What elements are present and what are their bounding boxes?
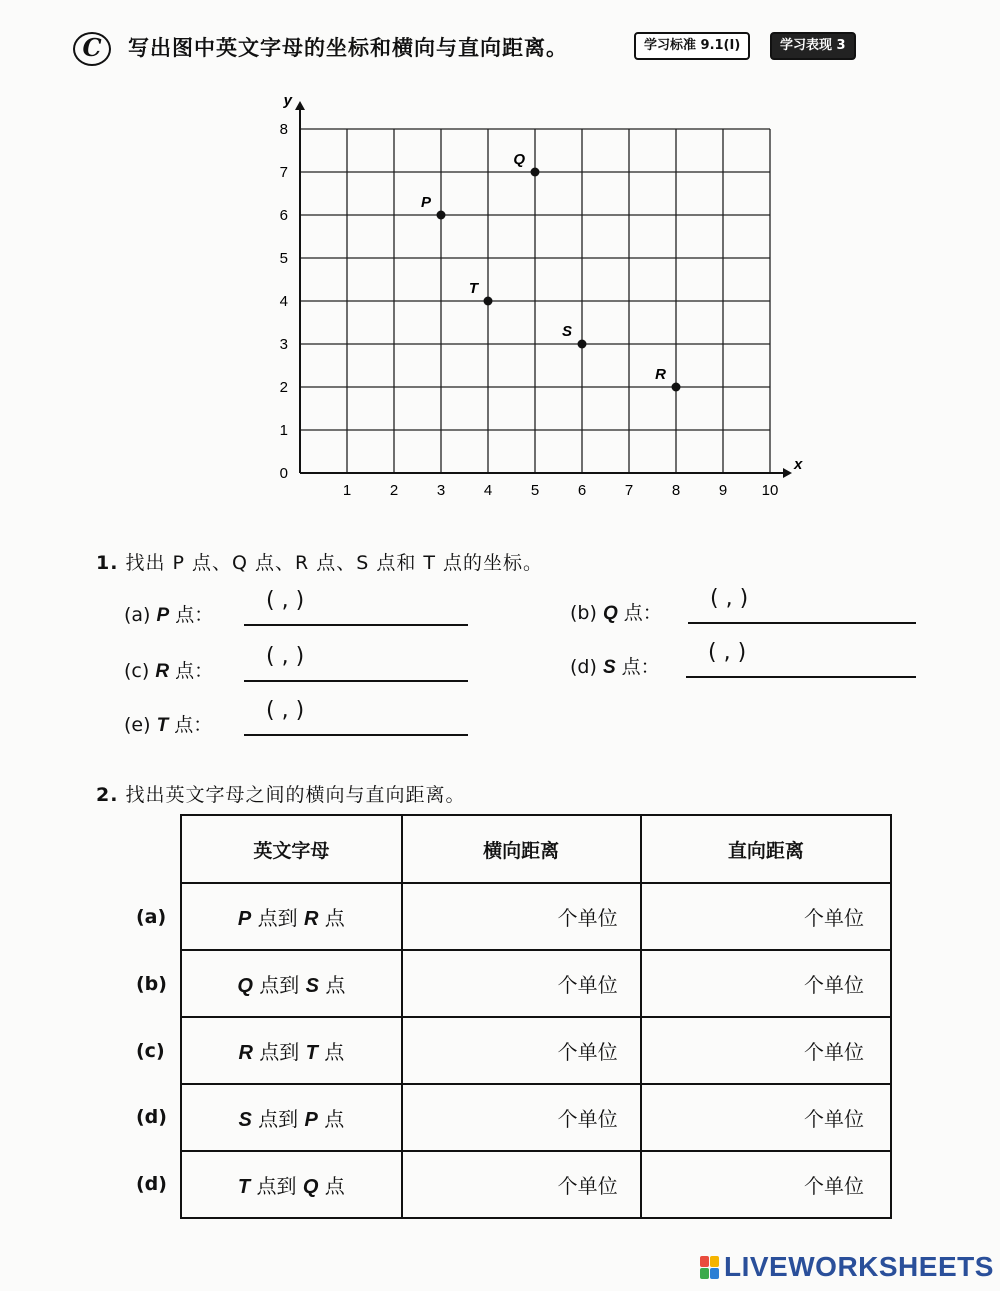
data-point-p	[437, 211, 446, 220]
header-horizontal-distance: 横向距离	[402, 815, 641, 883]
unit-label: 个单位	[804, 1040, 864, 1064]
unit-label: 个单位	[804, 906, 864, 930]
y-tick-label: 7	[279, 164, 288, 181]
point-label-t: T	[468, 280, 478, 297]
x-axis-label: x	[794, 456, 803, 473]
logo-text: LIVEWORKSHEETS	[724, 1251, 994, 1282]
row-end-text: 点	[324, 1174, 345, 1198]
x-tick-label: 7	[624, 482, 634, 499]
unit-label: 个单位	[557, 906, 618, 930]
answer-blank-line[interactable]	[686, 676, 916, 678]
answer-suffix: 点：	[621, 656, 660, 678]
row-letters	[181, 883, 402, 950]
answer-label	[124, 656, 213, 683]
answer-label	[124, 710, 212, 737]
answer-letter: P	[156, 605, 170, 626]
y-tick-label: 8	[279, 121, 288, 138]
question-1-text: 找出 P 点、Q 点、R 点、S 点和 T 点的坐标。	[125, 552, 544, 574]
answer-letter: S	[602, 657, 616, 678]
answer-parentheses: ( , )	[266, 698, 305, 723]
table-row	[181, 1151, 891, 1218]
unit-label: 个单位	[804, 973, 864, 997]
vertical-distance-cell[interactable]	[641, 1151, 891, 1218]
question-2-title	[96, 780, 466, 807]
y-tick-label: 0	[279, 465, 288, 482]
header-vertical-distance: 直向距离	[641, 815, 891, 883]
row-letters	[181, 1084, 402, 1151]
row-to-letter: P	[304, 1109, 318, 1131]
answer-tag: (a)	[124, 604, 151, 626]
y-tick-label: 4	[279, 293, 288, 310]
x-axis-arrow-icon	[783, 468, 792, 478]
row-to-letter: Q	[302, 1176, 319, 1198]
row-tag: (a)	[136, 906, 167, 928]
question-1-number: 1.	[96, 552, 119, 574]
answer-blank-line[interactable]	[244, 624, 468, 626]
x-tick-label: 4	[483, 482, 493, 499]
row-to-letter: R	[303, 908, 319, 930]
section-title: 写出图中英文字母的坐标和横向与直向距离。	[128, 36, 568, 60]
unit-label: 个单位	[557, 1107, 618, 1131]
header-letters: 英文字母	[181, 815, 402, 883]
answer-label	[124, 600, 213, 627]
question-2-number: 2.	[96, 784, 119, 806]
table-row	[181, 883, 891, 950]
coordinate-grid-chart	[270, 85, 810, 505]
answer-parentheses: ( , )	[710, 586, 749, 611]
horizontal-distance-cell[interactable]	[402, 1017, 641, 1084]
row-tag: (d)	[136, 1106, 167, 1128]
data-point-s	[578, 340, 587, 349]
row-end-text: 点	[325, 973, 346, 997]
x-tick-label: 2	[389, 482, 399, 499]
point-label-p: P	[420, 194, 431, 211]
row-from-letter: Q	[237, 975, 253, 997]
row-letters	[181, 1017, 402, 1084]
data-point-t	[484, 297, 493, 306]
row-tag: (c)	[136, 1040, 165, 1062]
vertical-distance-cell[interactable]	[641, 950, 891, 1017]
unit-label: 个单位	[804, 1107, 864, 1131]
vertical-distance-cell[interactable]	[641, 1017, 891, 1084]
answer-blank-line[interactable]	[688, 622, 916, 624]
row-mid-text: 点到	[256, 1174, 297, 1198]
row-from-letter: T	[237, 1176, 251, 1198]
y-tick-label: 5	[279, 250, 288, 267]
answer-suffix: 点：	[175, 660, 214, 682]
unit-label: 个单位	[557, 1040, 618, 1064]
answer-blank-line[interactable]	[244, 680, 468, 682]
answer-tag: (b)	[570, 602, 597, 624]
row-to-letter: T	[305, 1042, 318, 1064]
row-end-text: 点	[324, 1040, 345, 1064]
table-row	[181, 1084, 891, 1151]
row-from-letter: P	[237, 908, 252, 930]
row-letters	[181, 1151, 402, 1218]
row-mid-text: 点到	[259, 1040, 300, 1064]
answer-label	[570, 598, 662, 625]
answer-suffix: 点：	[175, 604, 214, 626]
unit-label: 个单位	[557, 1174, 618, 1198]
performance-level-tag: 学习表现 3	[770, 32, 856, 60]
y-axis-arrow-icon	[295, 101, 305, 110]
answer-letter: T	[156, 715, 169, 736]
y-tick-label: 2	[279, 379, 288, 396]
x-tick-label: 9	[718, 482, 728, 499]
y-tick-label: 1	[279, 422, 288, 439]
horizontal-distance-cell[interactable]	[402, 950, 641, 1017]
y-axis-label: y	[283, 92, 292, 109]
table-header-row	[181, 815, 891, 883]
data-point-q	[531, 168, 540, 177]
section-badge: C	[72, 30, 112, 64]
answer-suffix: 点：	[623, 602, 662, 624]
distance-table	[180, 814, 892, 1219]
learning-standard-tag: 学习标准 9.1(I)	[634, 32, 750, 60]
answer-parentheses: ( , )	[266, 588, 305, 613]
answer-parentheses: ( , )	[708, 640, 747, 665]
row-mid-text: 点到	[259, 973, 300, 997]
answer-suffix: 点：	[174, 714, 213, 736]
x-tick-label: 5	[530, 482, 540, 499]
row-end-text: 点	[324, 906, 345, 930]
unit-label: 个单位	[804, 1174, 864, 1198]
question-2-text: 找出英文字母之间的横向与直向距离。	[125, 784, 466, 806]
answer-label	[570, 652, 660, 679]
row-tag: (b)	[136, 973, 167, 995]
answer-tag: (e)	[124, 714, 151, 736]
point-label-r: R	[655, 366, 666, 383]
horizontal-distance-cell[interactable]	[402, 1084, 641, 1151]
answer-blank-line[interactable]	[244, 734, 468, 736]
x-tick-label: 1	[342, 482, 352, 499]
x-tick-label: 6	[577, 482, 587, 499]
x-tick-label: 10	[761, 482, 779, 499]
answer-parentheses: ( , )	[266, 644, 305, 669]
row-from-letter: S	[238, 1109, 252, 1131]
x-tick-label: 3	[436, 482, 446, 499]
answer-letter: Q	[602, 603, 618, 624]
question-1-title	[96, 548, 543, 575]
answer-tag: (c)	[124, 660, 150, 682]
point-label-s: S	[561, 323, 572, 340]
y-tick-label: 6	[279, 207, 288, 224]
answer-letter: R	[155, 661, 170, 682]
point-label-q: Q	[513, 151, 525, 168]
horizontal-distance-cell[interactable]	[402, 1151, 641, 1218]
vertical-distance-cell[interactable]	[641, 1084, 891, 1151]
row-to-letter: S	[305, 975, 319, 997]
row-mid-text: 点到	[257, 906, 298, 930]
data-point-r	[672, 383, 681, 392]
unit-label: 个单位	[557, 973, 618, 997]
row-end-text: 点	[324, 1107, 345, 1131]
table-row	[181, 1017, 891, 1084]
row-tag: (d)	[136, 1173, 167, 1195]
y-tick-label: 3	[279, 336, 288, 353]
row-from-letter: R	[238, 1042, 253, 1064]
answer-tag: (d)	[570, 656, 597, 678]
logo-mark-icon	[700, 1256, 720, 1280]
x-tick-label: 8	[671, 482, 681, 499]
horizontal-distance-cell[interactable]	[402, 883, 641, 950]
vertical-distance-cell[interactable]	[641, 883, 891, 950]
table-row	[181, 950, 891, 1017]
row-letters	[181, 950, 402, 1017]
row-mid-text: 点到	[258, 1107, 299, 1131]
